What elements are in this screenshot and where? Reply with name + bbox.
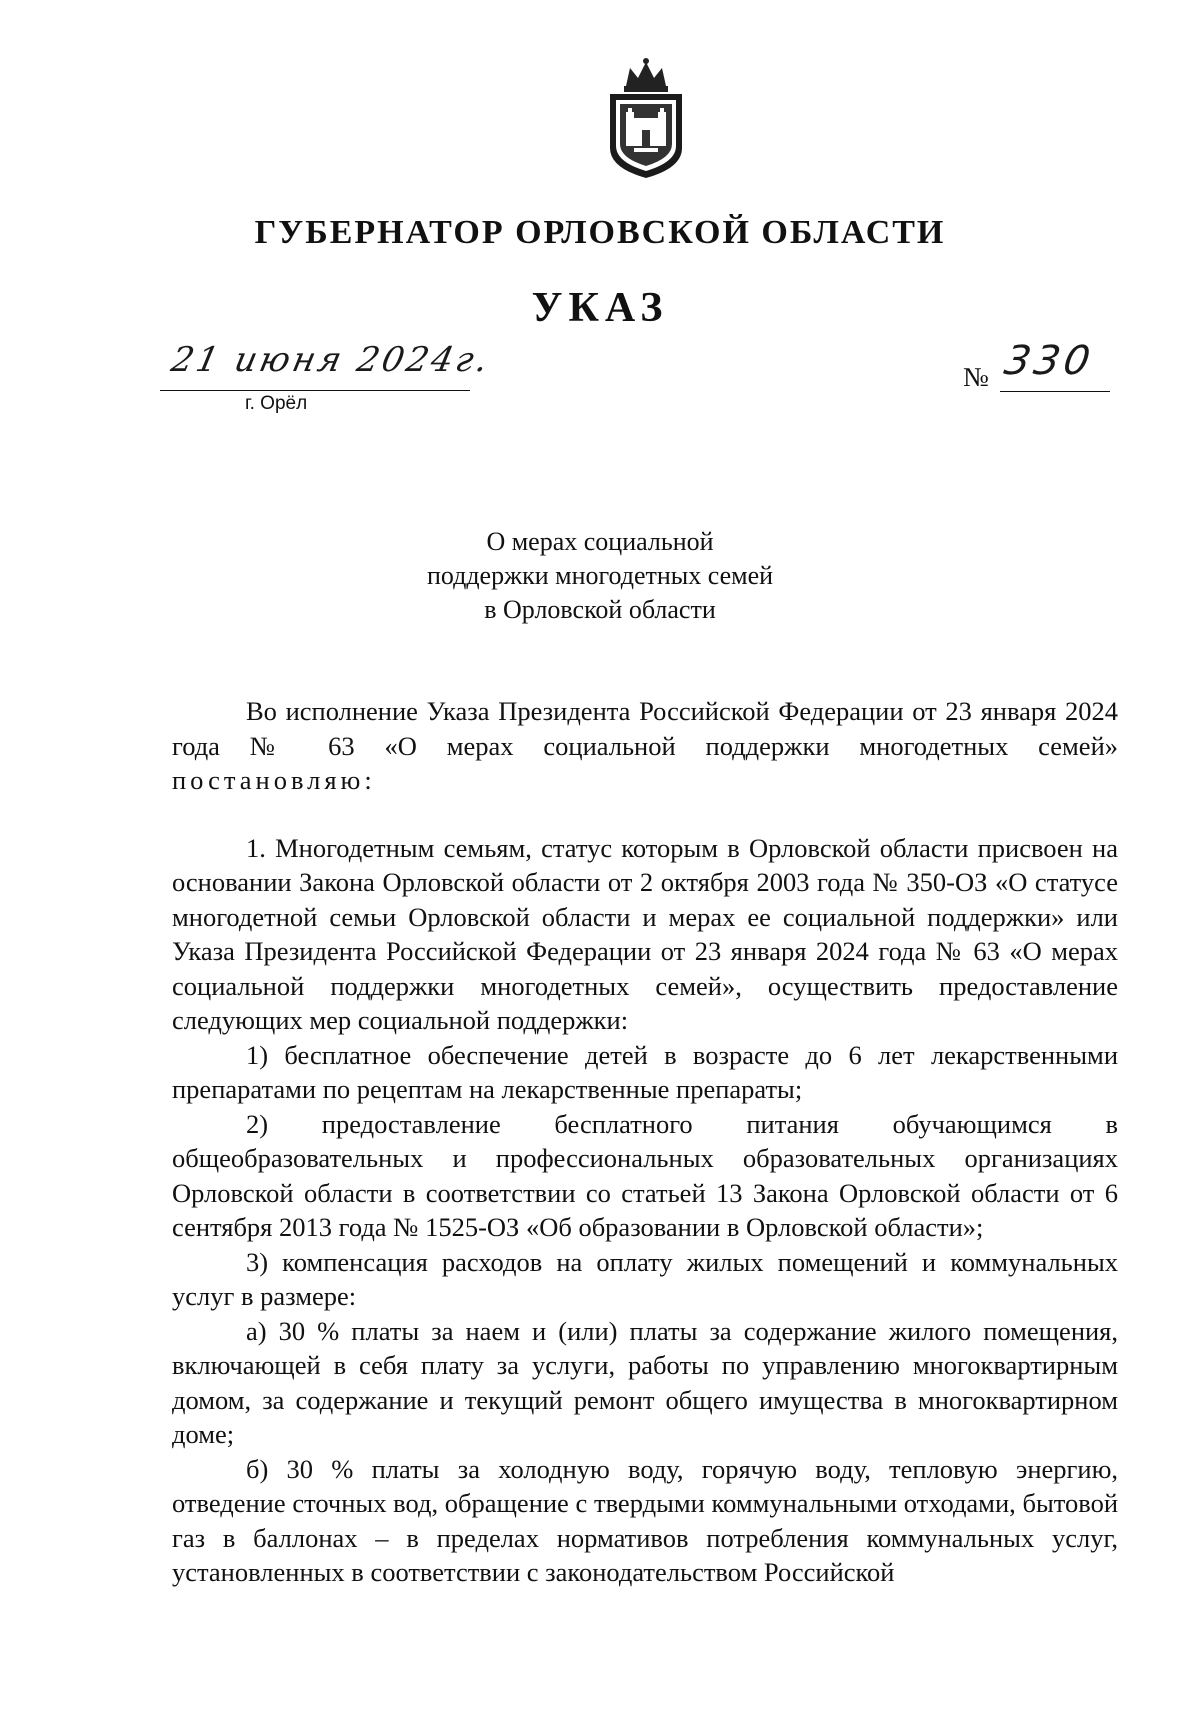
handwritten-date: 21 июня 2024г.: [167, 340, 495, 380]
subitem-3b-paragraph: б) 30 % платы за холодную воду, горячую воду, тепловую энергию, отведение сточных вод, обращение с твердыми коммунальными отходами, бытовой газ в баллонах – в пределах нормативов потребления коммунальных услуг, установленных в соответствии с законодательством Российской: [172, 1453, 1118, 1587]
decree-verb: постановляю:: [172, 765, 376, 795]
item-1-paragraph: 1. Многодетным семьям, статус которым в Орловской области присвоен на основании Закона Орловской области от 2 октября 2003 года № 350-ОЗ «О статусе многодетной семьи Орловской области и мерах ее социальной поддержки» или Указа Президента Российской Федерации от 23 января 2024 года № 63 «О мерах социальной поддержки многодетных семей», осуществить предоставление следующих мер социальной поддержки:: [172, 832, 1118, 1035]
preamble-paragraph: [172, 694, 1118, 798]
subitem-3-paragraph: 3) компенсация расходов на оплату жилых помещений и коммунальных услуг в размере:: [172, 1246, 1118, 1311]
number-sign: №: [963, 362, 989, 392]
document-body: [172, 694, 1118, 1590]
city-label: г. Орёл: [245, 393, 308, 414]
number-underline: [1000, 391, 1110, 392]
subject-line: О мерах социальной: [486, 527, 714, 556]
subitem-2-paragraph: 2) предоставление бесплатного питания обучающимся в общеобразовательных и профессиональных образовательных организациях Орловской области в соответствии со статьей 13 Закона Орловской области от 6 сентября 2013 года № 1525-ОЗ «Об образовании в Орловской области»;: [172, 1108, 1118, 1242]
preamble-text: Во исполнение Указа Президента Российской Федерации от 23 января 2024 года № 63 «О мерах социальной поддержки многодетных семей»: [172, 696, 1118, 761]
document-type: УКАЗ: [531, 285, 669, 331]
subitem-1-paragraph: 1) бесплатное обеспечение детей в возрасте до 6 лет лекарственными препаратами по рецептам на лекарственные препараты;: [172, 1039, 1118, 1104]
subject-line: поддержки многодетных семей: [426, 561, 774, 590]
date-underline: [160, 390, 470, 391]
subject-line: в Орловской области: [484, 595, 716, 624]
subitem-3a-paragraph: а) 30 % платы за наем и (или) платы за содержание жилого помещения, включающей в себя плату за услуги, работы по управлению многоквартирным домом, за содержание и текущий ремонт общего имущества в многоквартирном доме;: [172, 1315, 1118, 1449]
authority-title: ГУБЕРНАТОР ОРЛОВСКОЙ ОБЛАСТИ: [254, 214, 946, 251]
document-subject: [300, 525, 900, 627]
handwritten-number: 330: [1000, 338, 1098, 384]
coat-of-arms-icon: [600, 56, 692, 180]
